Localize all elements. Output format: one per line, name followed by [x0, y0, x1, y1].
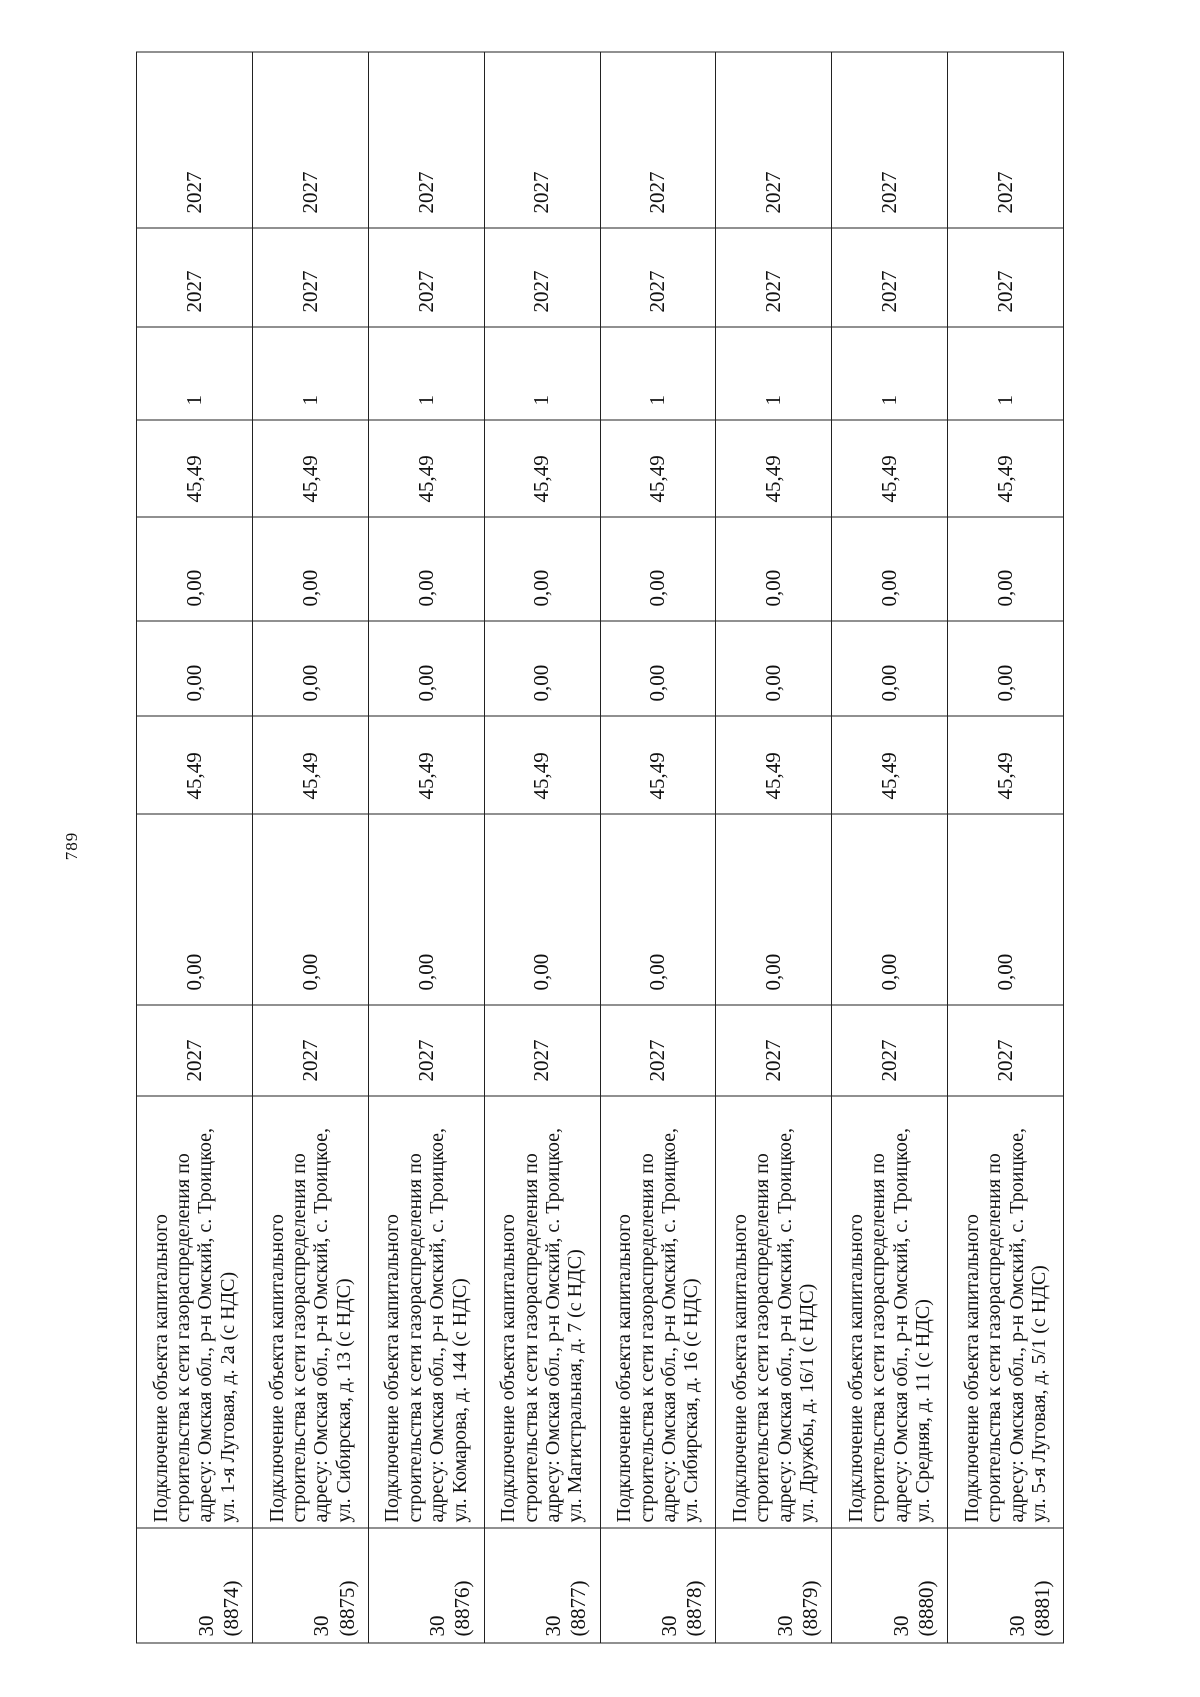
- year-2-cell: 2027: [600, 228, 716, 327]
- year-3-cell: 2027: [832, 52, 948, 228]
- object-description-cell: Подключение объекта капитального строительства к сети газораспределения по адресу: Омская обл., р-н Омский, с. Троицкое, ул. Средняя, д. 11 (с НДС): [832, 1096, 948, 1528]
- object-code-cell: 30 (8878): [600, 1528, 716, 1643]
- value-1-cell: 0,00: [368, 814, 484, 1005]
- count-cell: 1: [484, 327, 600, 420]
- value-2-cell: 45,49: [948, 716, 1064, 814]
- object-description-cell: Подключение объекта капитального строительства к сети газораспределения по адресу: Омская обл., р-н Омский, с. Троицкое, ул. 1-я Луговая, д. 2а (с НДС): [137, 1096, 253, 1528]
- value-4-cell: 0,00: [832, 517, 948, 621]
- year-3-cell: 2027: [948, 52, 1064, 228]
- value-5-cell: 45,49: [832, 420, 948, 517]
- count-cell: 1: [600, 327, 716, 420]
- count-cell: 1: [252, 327, 368, 420]
- value-1-cell: 0,00: [716, 814, 832, 1005]
- value-1-cell: 0,00: [137, 814, 253, 1005]
- object-code-cell: 30 (8881): [948, 1528, 1064, 1643]
- table-body: [137, 52, 1064, 1643]
- count-cell: 1: [948, 327, 1064, 420]
- object-code-cell: 30 (8876): [368, 1528, 484, 1643]
- table-row: [368, 52, 484, 1643]
- value-3-cell: 0,00: [484, 621, 600, 716]
- start-year-cell: 2027: [368, 1005, 484, 1096]
- value-3-cell: 0,00: [832, 621, 948, 716]
- start-year-cell: 2027: [832, 1005, 948, 1096]
- table-row: [948, 52, 1064, 1643]
- year-2-cell: 2027: [137, 228, 253, 327]
- value-2-cell: 45,49: [600, 716, 716, 814]
- year-2-cell: 2027: [948, 228, 1064, 327]
- rotated-table-container: [136, 53, 1064, 1644]
- table-row: [832, 52, 948, 1643]
- count-cell: 1: [368, 327, 484, 420]
- value-1-cell: 0,00: [252, 814, 368, 1005]
- object-description-cell: Подключение объекта капитального строительства к сети газораспределения по адресу: Омская обл., р-н Омский, с. Троицкое, ул. Сибирская, д. 16 (с НДС): [600, 1096, 716, 1528]
- value-4-cell: 0,00: [484, 517, 600, 621]
- year-2-cell: 2027: [716, 228, 832, 327]
- value-5-cell: 45,49: [137, 420, 253, 517]
- table-row: [600, 52, 716, 1643]
- year-3-cell: 2027: [716, 52, 832, 228]
- object-description-cell: Подключение объекта капитального строительства к сети газораспределения по адресу: Омская обл., р-н Омский, с. Троицкое, ул. 5-я Луговая, д. 5/1 (с НДС): [948, 1096, 1064, 1528]
- start-year-cell: 2027: [484, 1005, 600, 1096]
- value-2-cell: 45,49: [252, 716, 368, 814]
- value-3-cell: 0,00: [716, 621, 832, 716]
- object-description-cell: Подключение объекта капитального строительства к сети газораспределения по адресу: Омская обл., р-н Омский, с. Троицкое, ул. Сибирская, д. 13 (с НДС): [252, 1096, 368, 1528]
- value-1-cell: 0,00: [484, 814, 600, 1005]
- year-3-cell: 2027: [252, 52, 368, 228]
- object-code-cell: 30 (8874): [137, 1528, 253, 1643]
- count-cell: 1: [716, 327, 832, 420]
- value-4-cell: 0,00: [948, 517, 1064, 621]
- table-row: [137, 52, 253, 1643]
- value-1-cell: 0,00: [948, 814, 1064, 1005]
- object-description-cell: Подключение объекта капитального строительства к сети газораспределения по адресу: Омская обл., р-н Омский, с. Троицкое, ул. Магистральная, д. 7 (с НДС): [484, 1096, 600, 1528]
- value-5-cell: 45,49: [484, 420, 600, 517]
- value-1-cell: 0,00: [600, 814, 716, 1005]
- object-code-cell: 30 (8877): [484, 1528, 600, 1643]
- page-number: 789: [62, 831, 81, 861]
- value-4-cell: 0,00: [252, 517, 368, 621]
- value-3-cell: 0,00: [368, 621, 484, 716]
- year-3-cell: 2027: [600, 52, 716, 228]
- count-cell: 1: [137, 327, 253, 420]
- object-code-cell: 30 (8880): [832, 1528, 948, 1643]
- value-4-cell: 0,00: [716, 517, 832, 621]
- count-cell: 1: [832, 327, 948, 420]
- value-3-cell: 0,00: [252, 621, 368, 716]
- year-2-cell: 2027: [368, 228, 484, 327]
- value-2-cell: 45,49: [716, 716, 832, 814]
- value-1-cell: 0,00: [832, 814, 948, 1005]
- start-year-cell: 2027: [600, 1005, 716, 1096]
- table-row: [484, 52, 600, 1643]
- year-3-cell: 2027: [484, 52, 600, 228]
- value-5-cell: 45,49: [368, 420, 484, 517]
- value-3-cell: 0,00: [600, 621, 716, 716]
- start-year-cell: 2027: [716, 1005, 832, 1096]
- value-3-cell: 0,00: [137, 621, 253, 716]
- value-4-cell: 0,00: [600, 517, 716, 621]
- year-2-cell: 2027: [832, 228, 948, 327]
- value-5-cell: 45,49: [716, 420, 832, 517]
- value-3-cell: 0,00: [948, 621, 1064, 716]
- year-2-cell: 2027: [484, 228, 600, 327]
- value-2-cell: 45,49: [368, 716, 484, 814]
- value-2-cell: 45,49: [137, 716, 253, 814]
- value-5-cell: 45,49: [252, 420, 368, 517]
- table-row: [252, 52, 368, 1643]
- year-3-cell: 2027: [368, 52, 484, 228]
- year-3-cell: 2027: [137, 52, 253, 228]
- start-year-cell: 2027: [948, 1005, 1064, 1096]
- start-year-cell: 2027: [137, 1005, 253, 1096]
- object-code-cell: 30 (8879): [716, 1528, 832, 1643]
- object-description-cell: Подключение объекта капитального строительства к сети газораспределения по адресу: Омская обл., р-н Омский, с. Троицкое, ул. Дружбы, д. 16/1 (с НДС): [716, 1096, 832, 1528]
- connection-objects-table: [136, 52, 1064, 1644]
- object-description-cell: Подключение объекта капитального строительства к сети газораспределения по адресу: Омская обл., р-н Омский, с. Троицкое, ул. Комарова, д. 144 (с НДС): [368, 1096, 484, 1528]
- year-2-cell: 2027: [252, 228, 368, 327]
- value-2-cell: 45,49: [832, 716, 948, 814]
- value-4-cell: 0,00: [368, 517, 484, 621]
- value-4-cell: 0,00: [137, 517, 253, 621]
- table-row: [716, 52, 832, 1643]
- start-year-cell: 2027: [252, 1005, 368, 1096]
- value-2-cell: 45,49: [484, 716, 600, 814]
- value-5-cell: 45,49: [600, 420, 716, 517]
- value-5-cell: 45,49: [948, 420, 1064, 517]
- object-code-cell: 30 (8875): [252, 1528, 368, 1643]
